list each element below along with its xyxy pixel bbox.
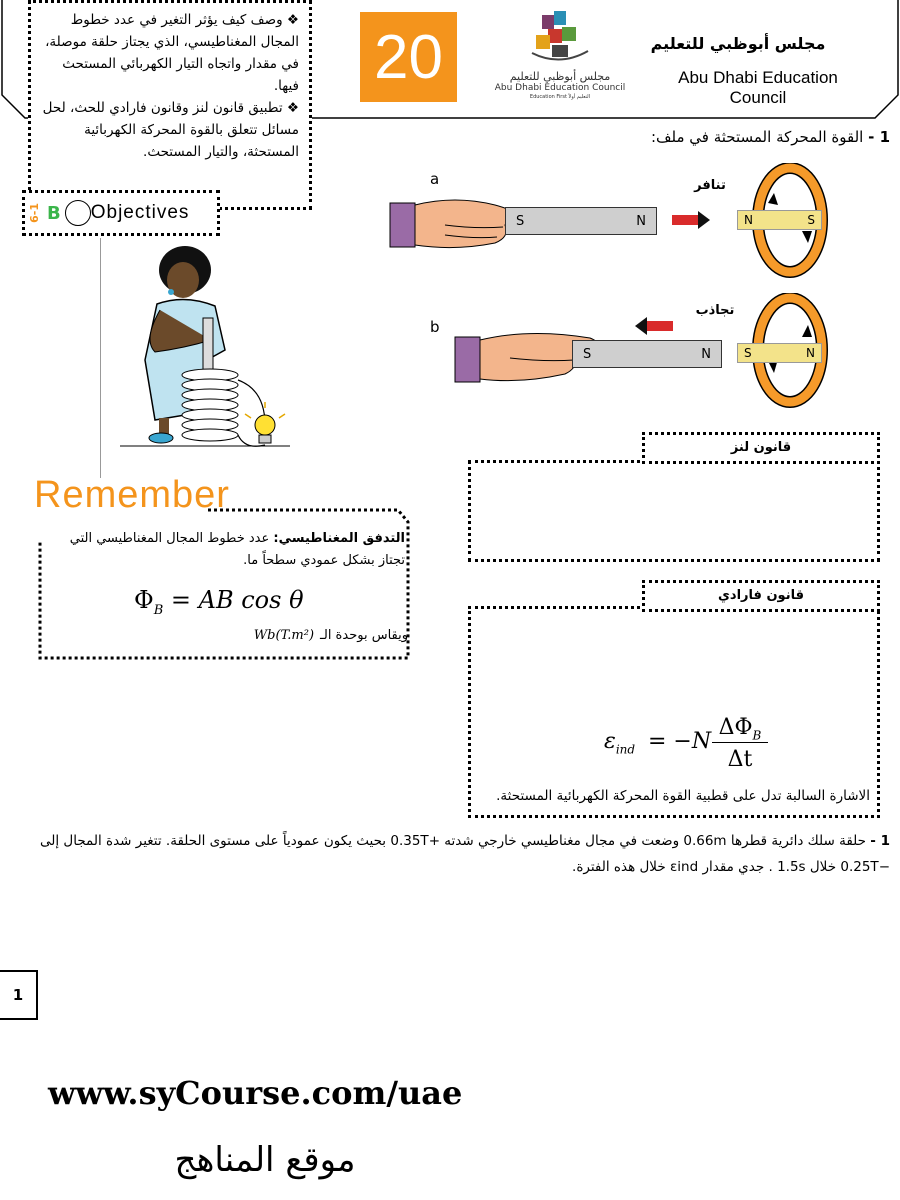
flux-symbol-sub: B <box>153 602 164 618</box>
ring-b-s-pole: S <box>744 346 752 360</box>
objectives-tab-code: 6-1 <box>28 203 41 223</box>
magnet-b-s-pole: S <box>583 346 592 362</box>
objectives-tab-label: Objectives <box>90 202 190 223</box>
magnet-a-n-pole: N <box>636 213 646 229</box>
remember-definition <box>60 528 405 572</box>
magnet-a-s-pole: S <box>516 213 525 229</box>
flux-term: التدفق المغناطيسي: <box>273 531 405 546</box>
logo-tag-en: Education First <box>529 94 567 100</box>
objectives-tab <box>22 190 220 236</box>
flux-unit-text: ويقاس بوحدة الـ <box>320 628 408 643</box>
formula-emf-sub: ind <box>615 742 636 757</box>
flux-definition: عدد خطوط المجال المغناطيسي التي تجتاز بشكل عمودي سطحاً ما. <box>69 531 405 568</box>
formula-denominator: Δt <box>727 747 753 772</box>
flux-unit-symbol: Wb(T.m²) <box>253 628 315 643</box>
faraday-formula <box>604 715 804 775</box>
remember-title: Remember <box>34 474 230 516</box>
footer-site-ar: موقع المناهج <box>174 1140 356 1180</box>
formula-equals-n: = −N <box>648 729 712 754</box>
faraday-title: قانون فارادي <box>718 588 804 603</box>
objectives-circle-icon <box>65 200 91 226</box>
lenz-title-box <box>642 432 880 464</box>
logo-tag-ar: التعليم أولاً <box>568 94 591 100</box>
problem-text: حلقة سلك دائرية قطرها 0.66m وضعت في مجال مغناطيسي خارجي شدته +0.35T بحيث يكون عمودياً على مستوى الحلقة. تتغير شدة المجال إلى −0.25T خلال 1.5s . جدي مقدار εind خلال هذه الفترة. <box>40 833 890 875</box>
objective-item: ❖ وصف كيف يؤثر التغير في عدد خطوط المجال المغناطيسي، الذي يجتاز حلقة موصلة، في مقدار واتجاه التيار الكهربائي المستحث فيها. <box>45 12 299 94</box>
flux-rhs: = AB cos θ <box>170 586 304 614</box>
magnet-a <box>505 207 657 235</box>
adec-logo <box>490 5 630 105</box>
objective-item: ❖ تطبيق قانون لنز وقانون فارادي للحث، لحل مسائل تتعلق بالقوة المحركة الكهربائية المستحثة، والتيار المستحث. <box>42 100 299 160</box>
magnet-b-n-pole: N <box>701 346 711 362</box>
objectives-box <box>28 0 312 210</box>
faraday-box <box>468 606 880 818</box>
flux-unit <box>210 628 408 643</box>
problem-1 <box>20 828 890 880</box>
diagram-a-label: a <box>430 170 440 188</box>
lenz-answer-box <box>468 460 880 562</box>
section1-heading <box>560 128 890 146</box>
section1-number: 1 - <box>868 128 890 146</box>
lesson-number-box <box>360 12 457 102</box>
formula-emf: ε <box>604 729 616 754</box>
flux-formula <box>134 586 304 618</box>
girl-coil-illustration <box>115 240 290 455</box>
ring-a-s-pole: S <box>807 213 815 227</box>
lesson-number: 20 <box>374 22 443 92</box>
logo-text-en: Abu Dhabi Education Council <box>494 83 626 93</box>
diagram-a-force-label: تنافر <box>694 178 726 193</box>
formula-numerator: ΔΦ <box>718 715 753 740</box>
problem-number: 1 - <box>870 833 890 849</box>
council-name-en: Abu Dhabi Education Council <box>678 68 838 107</box>
page-number: 1 <box>12 986 24 1004</box>
lenz-title: قانون لنز <box>730 440 792 455</box>
diagram-b-force-label: تجاذب <box>695 303 735 318</box>
flux-symbol: Φ <box>134 586 154 614</box>
magnet-b <box>572 340 722 368</box>
arrow-left-icon <box>633 316 673 336</box>
ring-a-n-pole: N <box>744 213 753 227</box>
footer-url[interactable]: www.syCourse.com/uae <box>48 1074 463 1112</box>
section1-title: القوة المحركة المستحثة في ملف: <box>650 128 864 146</box>
page-number-box <box>0 970 38 1020</box>
ring-b-n-pole: N <box>806 346 815 360</box>
divider-line <box>100 238 101 478</box>
ring-b-poles <box>737 343 822 363</box>
arrow-right-icon <box>672 210 712 230</box>
adec-logo-icon <box>490 5 630 67</box>
council-name-ar: مجلس أبوظبي للتعليم <box>650 34 826 53</box>
faraday-note: الاشارة السالبة تدل على قطبية القوة المحركة الكهربائية المستحثة. <box>496 788 870 804</box>
ring-a-poles <box>737 210 822 230</box>
logo-text-ar: مجلس أبوظبي للتعليم <box>509 70 611 83</box>
objectives-tab-b: B <box>47 202 61 224</box>
diagram-b-label: b <box>430 318 440 336</box>
faraday-title-box <box>642 580 880 612</box>
formula-numerator-sub: B <box>752 728 762 743</box>
